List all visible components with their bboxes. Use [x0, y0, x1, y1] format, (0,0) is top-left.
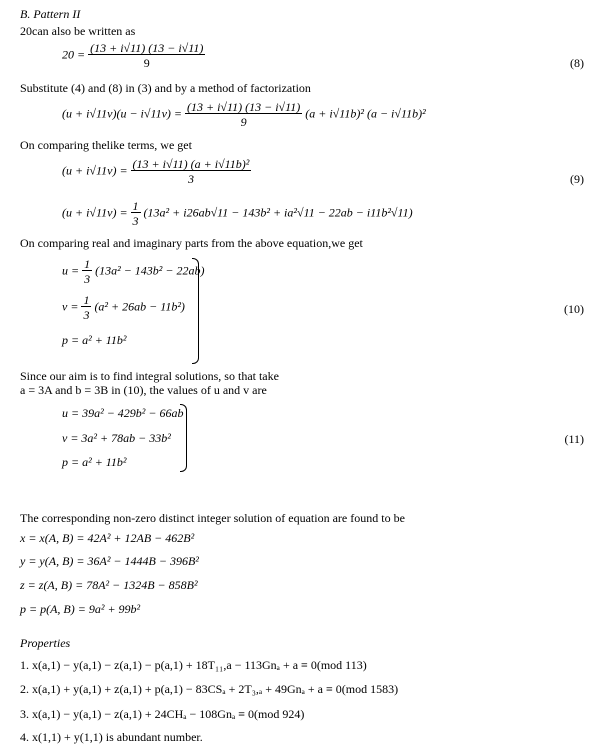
equation-9 [62, 158, 251, 185]
eq10-u-rhs: (13a² − 143b² − 22ab) [95, 263, 205, 278]
expand-fraction [131, 200, 141, 227]
eq11-p-line: p = a² + 11b² [62, 455, 127, 469]
eq11-tag: (11) [564, 432, 584, 446]
eq10-u-line [62, 258, 205, 285]
expand-rhs: (13a² + i26ab√11 − 143b² + ia²√11 − 22ab − i11b²√11) [143, 205, 413, 220]
property-3: 3. x(a,1) − y(a,1) − z(a,1) + 24CHₐ − 108Gnₐ ≡ 0(mod 924) [20, 707, 305, 721]
fact-lhs: (u + i√11v)(u − i√11v) = [62, 106, 182, 121]
equation-8 [62, 42, 205, 69]
eq10-v-fraction [81, 294, 91, 321]
eq11-v-line: v = 3a² + 78ab − 33b² [62, 431, 171, 445]
property-4: 4. x(1,1) + y(1,1) is abundant number. [20, 730, 203, 744]
eq10-v-rhs: (a² + 26ab − 11b²) [94, 299, 185, 314]
substitute-text: Substitute (4) and (8) in (3) and by a method of factorization [20, 81, 311, 95]
eq8-lhs: 20 = [62, 47, 86, 62]
expand-frac-num: 1 [132, 199, 139, 213]
real-imag-text: On comparing real and imaginary parts from the above equation,we get [20, 236, 363, 250]
eq10-u-fraction [82, 258, 92, 285]
expanded-equation [62, 200, 413, 227]
eq9-denominator: 3 [187, 172, 194, 186]
compare-text: On comparing thelike terms, we get [20, 138, 192, 152]
eq10-p-line: p = a² + 11b² [62, 333, 127, 347]
fact-rhs: (a + i√11b)² (a − i√11b)² [305, 106, 426, 121]
eq10-u-lhs: u = [62, 263, 80, 278]
eq10-v-line [62, 294, 185, 321]
property-1: 1. x(a,1) − y(a,1) − z(a,1) − p(a,1) + 18T₁₁,a − 113Gnₐ + a ≡ 0(mod 113) [20, 658, 367, 672]
integral-text-2: a = 3A and b = 3B in (10), the values of u and v are [20, 383, 267, 397]
eq8-numerator: (13 + i√11) (13 − i√11) [90, 41, 204, 55]
eq11-u-line: u = 39a² − 429b² − 66ab [62, 406, 184, 420]
eq9-numerator: (13 + i√11) (a + i√11b)² [132, 157, 250, 171]
expand-frac-den: 3 [132, 214, 139, 228]
eq8-tag: (8) [570, 56, 584, 70]
section-heading: B. Pattern II [20, 7, 81, 21]
eq9-fraction [131, 158, 252, 185]
solution-p: p = p(A, B) = 9a² + 99b² [20, 602, 141, 616]
corresponding-text: The corresponding non-zero distinct integer solution of equation are found to be [20, 511, 405, 525]
intro-text: 20can also be written as [20, 24, 136, 38]
eq10-tag: (10) [564, 302, 584, 316]
solution-y: y = y(A, B) = 36A² − 1444B − 396B² [20, 554, 199, 568]
eq10-v-num: 1 [83, 293, 90, 307]
eq9-tag: (9) [570, 172, 584, 186]
fact-denominator: 9 [240, 115, 247, 129]
eq11-brace [180, 404, 187, 472]
eq10-v-den: 3 [83, 308, 90, 322]
eq9-lhs: (u + i√11v) = [62, 163, 128, 178]
eq8-denominator: 9 [143, 56, 150, 70]
properties-heading: Properties [20, 636, 71, 650]
solution-z: z = z(A, B) = 78A² − 1324B − 858B² [20, 578, 198, 592]
property-2: 2. x(a,1) + y(a,1) + z(a,1) + p(a,1) − 83CSₐ + 2T₃,ₐ + 49Gnₐ + a ≡ 0(mod 1583) [20, 682, 399, 696]
expand-lhs: (u + i√11v) = [62, 205, 128, 220]
eq10-v-lhs: v = [62, 299, 79, 314]
solution-x: x = x(A, B) = 42A² + 12AB − 462B² [20, 531, 195, 545]
eq8-fraction [88, 42, 205, 69]
eq10-brace [192, 258, 199, 364]
eq10-u-num: 1 [84, 257, 91, 271]
integral-text-1: Since our aim is to find integral solutions, so that take [20, 369, 279, 383]
eq10-u-den: 3 [84, 272, 91, 286]
fact-numerator: (13 + i√11) (13 − i√11) [187, 100, 301, 114]
fact-fraction [185, 101, 302, 128]
factorization-equation [62, 101, 426, 128]
